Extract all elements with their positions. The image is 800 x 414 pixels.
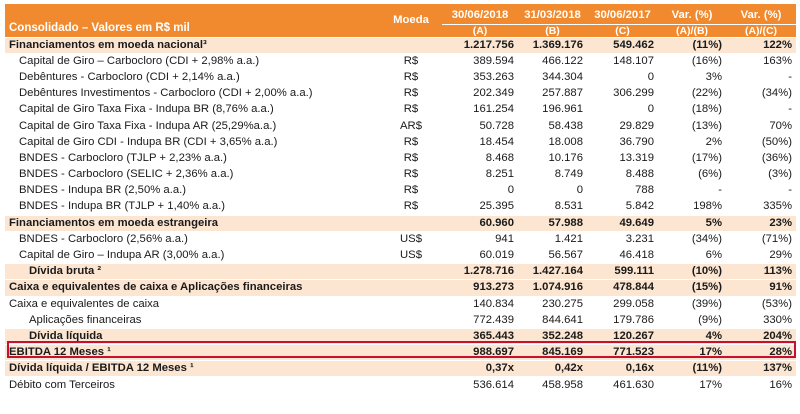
- value-31-03-2018: 18.008: [518, 134, 587, 150]
- value-30-06-2018: 353.263: [442, 69, 518, 85]
- header-currency: Moeda: [380, 4, 442, 37]
- var-a-c: 16%: [726, 377, 796, 393]
- row-currency: [380, 345, 442, 361]
- value-30-06-2017: 3.231: [587, 231, 658, 247]
- var-a-c: 335%: [726, 199, 796, 215]
- value-30-06-2018: 1.278.716: [442, 264, 518, 280]
- row-currency: R$: [380, 69, 442, 85]
- header-title: Consolidado – Valores em R$ mil: [5, 4, 380, 37]
- var-a-c: 122%: [726, 37, 796, 53]
- value-30-06-2018: 365.443: [442, 328, 518, 344]
- var-a-b: 198%: [658, 199, 726, 215]
- value-30-06-2017: 461.630: [587, 377, 658, 393]
- var-a-c: (53%): [726, 296, 796, 312]
- table-row: [5, 296, 796, 312]
- value-30-06-2018: 1.217.756: [442, 37, 518, 53]
- value-30-06-2018: 8.468: [442, 150, 518, 166]
- header-col-b-date: 31/03/2018: [518, 4, 587, 24]
- row-currency: [380, 361, 442, 377]
- row-currency: [380, 280, 442, 296]
- row-label: Dívida líquida: [5, 328, 380, 344]
- row-label: Capital de Giro Taxa Fixa - Indupa AR (25,29%a.a.): [5, 118, 380, 134]
- row-label: Dívida líquida / EBITDA 12 Meses ¹: [5, 361, 380, 377]
- row-label: Capital de Giro CDI - Indupa BR (CDI + 3,65% a.a.): [5, 134, 380, 150]
- table-row: [5, 231, 796, 247]
- header-col-c-date: 30/06/2017: [587, 4, 658, 24]
- value-30-06-2018: 389.594: [442, 53, 518, 69]
- value-30-06-2018: 988.697: [442, 345, 518, 361]
- value-31-03-2018: 58.438: [518, 118, 587, 134]
- row-currency: [380, 328, 442, 344]
- var-a-b: (13%): [658, 118, 726, 134]
- var-a-c: (71%): [726, 231, 796, 247]
- value-31-03-2018: 196.961: [518, 102, 587, 118]
- header-col-a-code: (A): [442, 24, 518, 37]
- row-label: Capital de Giro – Indupa AR (3,00% a.a.): [5, 247, 380, 263]
- row-label: BNDES - Carbocloro (SELIC + 2,36% a.a.): [5, 167, 380, 183]
- header-col-b-code: (B): [518, 24, 587, 37]
- value-31-03-2018: 344.304: [518, 69, 587, 85]
- value-31-03-2018: 845.169: [518, 345, 587, 361]
- var-a-c: 28%: [726, 345, 796, 361]
- var-a-c: 137%: [726, 361, 796, 377]
- row-currency: [380, 312, 442, 328]
- row-label: Caixa e equivalentes de caixa e Aplicações financeiras: [5, 280, 380, 296]
- value-30-06-2018: 60.960: [442, 215, 518, 231]
- table-row: [5, 215, 796, 231]
- table-row: [5, 377, 796, 393]
- value-30-06-2017: 0,16x: [587, 361, 658, 377]
- value-30-06-2017: 0: [587, 69, 658, 85]
- value-30-06-2017: 120.267: [587, 328, 658, 344]
- table-row: [5, 53, 796, 69]
- value-30-06-2018: 202.349: [442, 86, 518, 102]
- value-31-03-2018: 230.275: [518, 296, 587, 312]
- var-a-c: -: [726, 183, 796, 199]
- header-col-ab-code: (A)/(B): [658, 24, 726, 37]
- value-30-06-2018: 25.395: [442, 199, 518, 215]
- table-row: [5, 134, 796, 150]
- table-row: [5, 199, 796, 215]
- row-currency: R$: [380, 199, 442, 215]
- table-header: [5, 4, 796, 37]
- row-label: EBITDA 12 Meses ¹: [5, 345, 380, 361]
- row-currency: R$: [380, 183, 442, 199]
- value-30-06-2017: 549.462: [587, 37, 658, 53]
- row-label: Debêntures Investimentos - Carbocloro (CDI + 2,00% a.a.): [5, 86, 380, 102]
- value-30-06-2017: 148.107: [587, 53, 658, 69]
- value-30-06-2017: 771.523: [587, 345, 658, 361]
- row-label: BNDES - Carbocloro (2,56% a.a.): [5, 231, 380, 247]
- row-currency: R$: [380, 53, 442, 69]
- table-row: [5, 247, 796, 263]
- var-a-b: 17%: [658, 377, 726, 393]
- value-30-06-2018: 140.834: [442, 296, 518, 312]
- value-31-03-2018: 466.122: [518, 53, 587, 69]
- value-30-06-2018: 60.019: [442, 247, 518, 263]
- var-a-c: -: [726, 69, 796, 85]
- row-currency: [380, 215, 442, 231]
- value-30-06-2018: 536.614: [442, 377, 518, 393]
- value-30-06-2018: 0: [442, 183, 518, 199]
- var-a-b: 2%: [658, 134, 726, 150]
- header-col-ac-label: Var. (%): [726, 4, 796, 24]
- row-label: Aplicações financeiras: [5, 312, 380, 328]
- value-31-03-2018: 844.641: [518, 312, 587, 328]
- row-label: Financiamentos em moeda estrangeira: [5, 215, 380, 231]
- value-31-03-2018: 1.427.164: [518, 264, 587, 280]
- var-a-c: 91%: [726, 280, 796, 296]
- header-col-a-date: 30/06/2018: [442, 4, 518, 24]
- value-31-03-2018: 57.988: [518, 215, 587, 231]
- value-30-06-2018: 772.439: [442, 312, 518, 328]
- var-a-b: (11%): [658, 37, 726, 53]
- value-31-03-2018: 56.567: [518, 247, 587, 263]
- row-label: Caixa e equivalentes de caixa: [5, 296, 380, 312]
- value-31-03-2018: 458.958: [518, 377, 587, 393]
- var-a-b: (17%): [658, 150, 726, 166]
- value-30-06-2017: 49.649: [587, 215, 658, 231]
- value-31-03-2018: 352.248: [518, 328, 587, 344]
- table-row: [5, 86, 796, 102]
- row-label: Débito com Terceiros: [5, 377, 380, 393]
- row-label: Debêntures - Carbocloro (CDI + 2,14% a.a.): [5, 69, 380, 85]
- value-31-03-2018: 1.369.176: [518, 37, 587, 53]
- header-col-ac-code: (A)/(C): [726, 24, 796, 37]
- table-row: [5, 150, 796, 166]
- var-a-b: (18%): [658, 102, 726, 118]
- value-30-06-2017: 478.844: [587, 280, 658, 296]
- value-31-03-2018: 10.176: [518, 150, 587, 166]
- row-currency: R$: [380, 102, 442, 118]
- var-a-b: (6%): [658, 167, 726, 183]
- value-30-06-2018: 161.254: [442, 102, 518, 118]
- value-31-03-2018: 8.749: [518, 167, 587, 183]
- value-31-03-2018: 1.074.916: [518, 280, 587, 296]
- value-30-06-2017: 29.829: [587, 118, 658, 134]
- row-label: Financiamentos em moeda nacional³: [5, 37, 380, 53]
- row-currency: [380, 264, 442, 280]
- row-currency: [380, 37, 442, 53]
- var-a-c: 23%: [726, 215, 796, 231]
- value-30-06-2018: 18.454: [442, 134, 518, 150]
- table-row: [5, 69, 796, 85]
- debt-table: [5, 4, 796, 394]
- var-a-c: 113%: [726, 264, 796, 280]
- table-row: [5, 118, 796, 134]
- row-label: BNDES - Indupa BR (TJLP + 1,40% a.a.): [5, 199, 380, 215]
- header-col-ab-label: Var. (%): [658, 4, 726, 24]
- table-row: [5, 361, 796, 377]
- var-a-b: (10%): [658, 264, 726, 280]
- var-a-b: -: [658, 183, 726, 199]
- value-30-06-2017: 788: [587, 183, 658, 199]
- value-30-06-2017: 46.418: [587, 247, 658, 263]
- table-row: [5, 328, 796, 344]
- var-a-b: (11%): [658, 361, 726, 377]
- table-row: [5, 102, 796, 118]
- value-30-06-2017: 13.319: [587, 150, 658, 166]
- value-30-06-2017: 299.058: [587, 296, 658, 312]
- value-31-03-2018: 257.887: [518, 86, 587, 102]
- row-currency: R$: [380, 150, 442, 166]
- value-30-06-2018: 8.251: [442, 167, 518, 183]
- row-currency: [380, 377, 442, 393]
- value-30-06-2018: 0,37x: [442, 361, 518, 377]
- value-30-06-2018: 941: [442, 231, 518, 247]
- value-31-03-2018: 1.421: [518, 231, 587, 247]
- row-label: BNDES - Carbocloro (TJLP + 2,23% a.a.): [5, 150, 380, 166]
- var-a-b: (34%): [658, 231, 726, 247]
- var-a-b: (15%): [658, 280, 726, 296]
- var-a-b: 3%: [658, 69, 726, 85]
- var-a-c: 70%: [726, 118, 796, 134]
- value-31-03-2018: 8.531: [518, 199, 587, 215]
- var-a-b: (9%): [658, 312, 726, 328]
- var-a-c: (36%): [726, 150, 796, 166]
- value-30-06-2017: 8.488: [587, 167, 658, 183]
- row-label: Capital de Giro Taxa Fixa - Indupa BR (8,76% a.a.): [5, 102, 380, 118]
- value-30-06-2018: 50.728: [442, 118, 518, 134]
- var-a-b: (22%): [658, 86, 726, 102]
- var-a-c: 163%: [726, 53, 796, 69]
- table-row: [5, 280, 796, 296]
- var-a-c: (3%): [726, 167, 796, 183]
- row-currency: R$: [380, 167, 442, 183]
- value-31-03-2018: 0,42x: [518, 361, 587, 377]
- row-label: Dívida bruta ²: [5, 264, 380, 280]
- row-currency: R$: [380, 134, 442, 150]
- var-a-b: (16%): [658, 53, 726, 69]
- header-col-c-code: (C): [587, 24, 658, 37]
- value-30-06-2017: 599.111: [587, 264, 658, 280]
- var-a-c: 29%: [726, 247, 796, 263]
- table-row: [5, 345, 796, 361]
- table-body: [5, 37, 796, 393]
- var-a-c: 204%: [726, 328, 796, 344]
- value-30-06-2017: 36.790: [587, 134, 658, 150]
- value-30-06-2017: 179.786: [587, 312, 658, 328]
- table-row: [5, 167, 796, 183]
- table-row: [5, 264, 796, 280]
- var-a-b: 6%: [658, 247, 726, 263]
- value-30-06-2017: 0: [587, 102, 658, 118]
- var-a-c: -: [726, 102, 796, 118]
- var-a-c: (50%): [726, 134, 796, 150]
- table-row: [5, 312, 796, 328]
- value-30-06-2017: 306.299: [587, 86, 658, 102]
- var-a-c: (34%): [726, 86, 796, 102]
- var-a-b: 4%: [658, 328, 726, 344]
- table-row: [5, 37, 796, 53]
- var-a-b: (39%): [658, 296, 726, 312]
- row-label: Capital de Giro – Carbocloro (CDI + 2,98% a.a.): [5, 53, 380, 69]
- row-currency: R$: [380, 86, 442, 102]
- row-label: BNDES - Indupa BR (2,50% a.a.): [5, 183, 380, 199]
- row-currency: [380, 296, 442, 312]
- value-31-03-2018: 0: [518, 183, 587, 199]
- row-currency: AR$: [380, 118, 442, 134]
- var-a-c: 330%: [726, 312, 796, 328]
- value-30-06-2017: 5.842: [587, 199, 658, 215]
- var-a-b: 5%: [658, 215, 726, 231]
- var-a-b: 17%: [658, 345, 726, 361]
- value-30-06-2018: 913.273: [442, 280, 518, 296]
- row-currency: US$: [380, 247, 442, 263]
- row-currency: US$: [380, 231, 442, 247]
- table-row: [5, 183, 796, 199]
